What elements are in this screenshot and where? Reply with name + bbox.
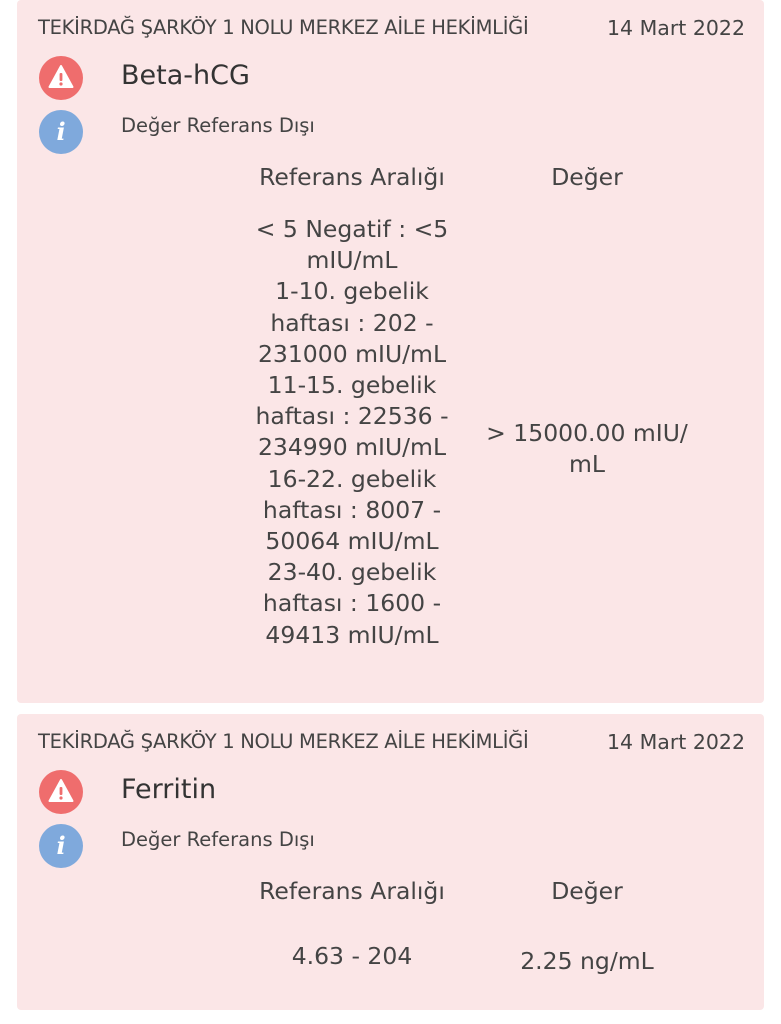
card-header <box>38 16 745 42</box>
warning-triangle-icon <box>39 56 83 100</box>
result-date: 14 Mart 2022 <box>606 16 745 40</box>
result-value: 2.25 ng/mL <box>520 947 654 975</box>
info-icon[interactable]: i <box>39 110 83 154</box>
reference-range-value: 4.63 - 204 <box>291 942 413 970</box>
test-name: Beta-hCG <box>121 60 250 91</box>
status-text: Değer Referans Dışı <box>121 828 315 851</box>
lab-result-card[interactable] <box>17 0 764 703</box>
reference-range-value: < 5 Negatif : <5 mIU/mL 1-10. gebelik haftası : 202 - 231000 mIU/mL 11-15. gebelik haftası : 22536 - 234990 mIU/mL 16-22. gebelik haftası : 8007 - 50064 mIU/mL 23-40. gebelik haftası : 1600 - 49413 mIU/mL <box>255 215 449 649</box>
clinic-name: TEKİRDAĞ ŞARKÖY 1 NOLU MERKEZ AİLE HEKİMLİĞİ <box>38 16 529 39</box>
test-name: Ferritin <box>121 774 217 805</box>
clinic-name: TEKİRDAĞ ŞARKÖY 1 NOLU MERKEZ AİLE HEKİMLİĞİ <box>38 730 529 753</box>
status-text: Değer Referans Dışı <box>121 114 315 137</box>
value-header: Değer <box>551 163 623 191</box>
result-date: 14 Mart 2022 <box>606 730 745 754</box>
card-header <box>38 730 745 756</box>
lab-result-card[interactable] <box>17 714 764 1010</box>
reference-range-header: Referans Aralığı <box>259 877 445 905</box>
info-icon[interactable]: i <box>39 824 83 868</box>
result-value: > 15000.00 mIU/ mL <box>486 419 688 479</box>
value-header: Değer <box>551 877 623 905</box>
warning-triangle-icon <box>39 770 83 814</box>
reference-range-header: Referans Aralığı <box>259 163 445 191</box>
